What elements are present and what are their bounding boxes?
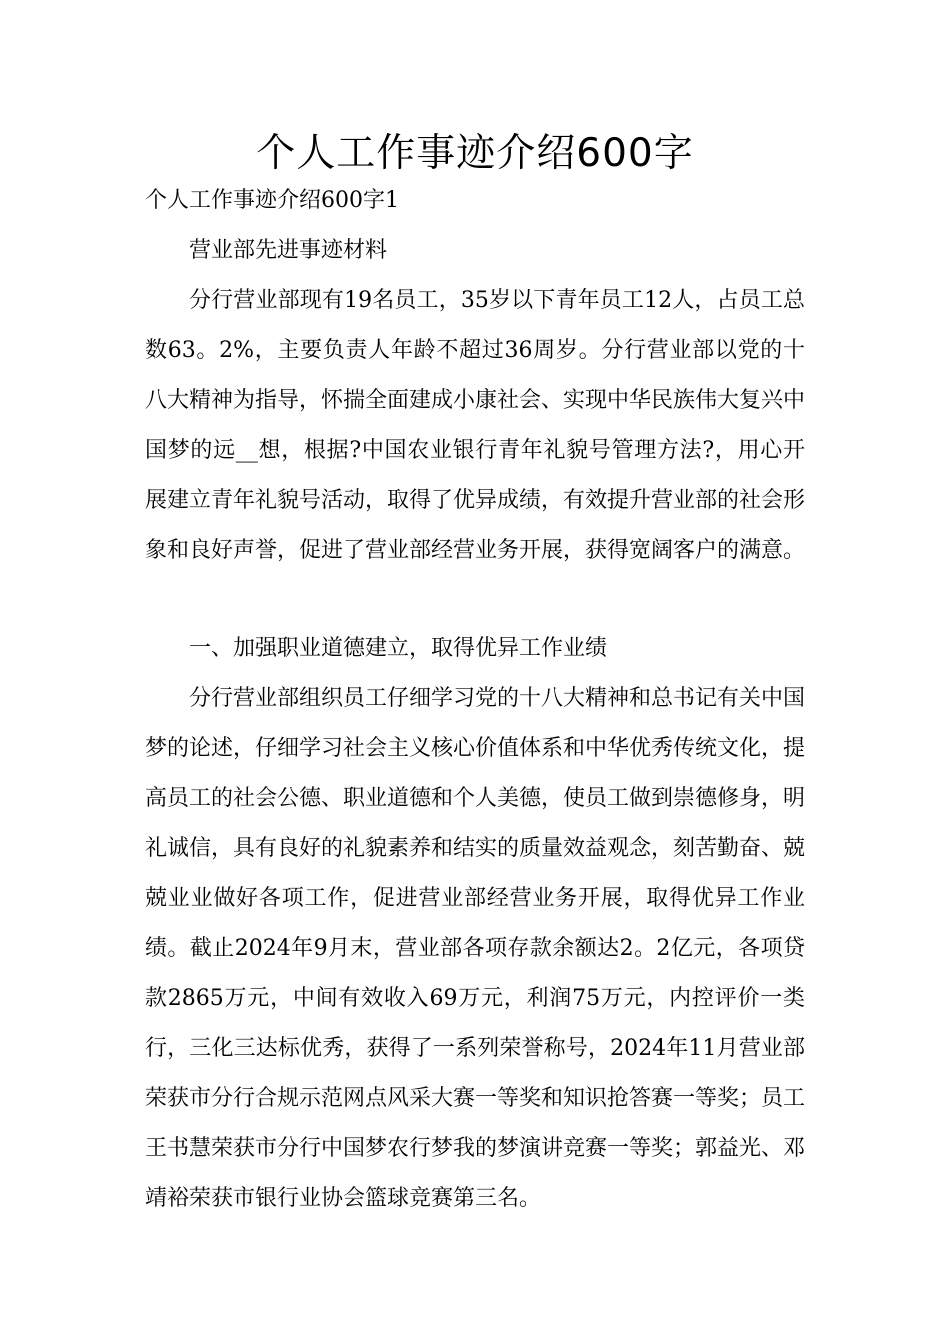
- document-title: 个人工作事迹介绍600字: [256, 131, 694, 176]
- document-subtitle: 个人工作事迹介绍600字1: [145, 188, 399, 213]
- section-1-heading: 一、加强职业道德建立，取得优异工作业绩: [189, 636, 608, 661]
- paragraph-intro: 分行营业部现有19名员工，35岁以下青年员工12人，占员工总数63。2%，主要负责人年龄不超过36周岁。分行营业部以党的十八大精神为指导，怀揣全面建成小康社会、实现中华民族伟大复兴中国梦的远__想，根据?中国农业银行青年礼貌号管理方法?，用心开展建立青年礼貌号活动，取得了优异成绩，有效提升营业部的社会形象和良好声誉，促进了营业部经营业务开展，获得宽阔客户的满意。: [145, 288, 806, 563]
- section-heading: 营业部先进事迹材料: [189, 238, 388, 263]
- paragraph-section-1: 分行营业部组织员工仔细学习党的十八大精神和总书记有关中国梦的论述，仔细学习社会主义核心价值体系和中华优秀传统文化，提高员工的社会公德、职业道德和个人美德，使员工做到崇德修身，明礼诚信，具有良好的礼貌素养和结实的质量效益观念，刻苦勤奋、兢兢业业做好各项工作，促进营业部经营业务开展，取得优异工作业绩。截止2024年9月末，营业部各项存款余额达2。2亿元，各项贷款2865万元，中间有效收入69万元，利润75万元，内控评价一类行，三化三达标优秀，获得了一系列荣誉称号，2024年11月营业部荣获市分行合规示范网点风采大赛一等奖和知识抢答赛一等奖；员工王书慧荣获市分行中国梦农行梦我的梦演讲竞赛一等奖；郭益光、邓靖裕荣获市银行业协会篮球竞赛第三名。: [145, 686, 806, 1211]
